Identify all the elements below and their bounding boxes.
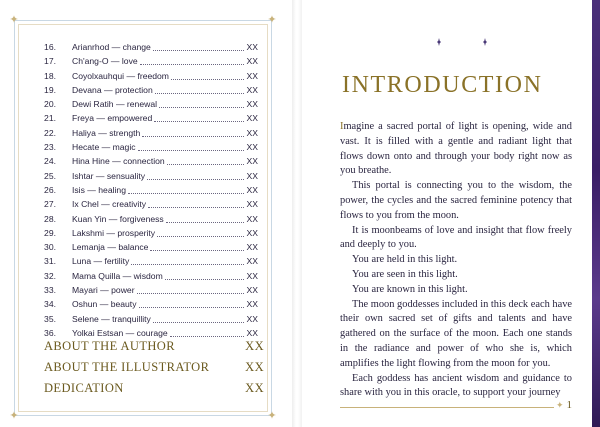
toc-section	[44, 336, 264, 357]
toc-entry-page: XX	[246, 142, 258, 153]
toc-dot-leader	[157, 236, 244, 237]
toc-section	[44, 378, 264, 399]
toc-entry-number: 35.	[44, 313, 56, 324]
toc-entry	[34, 126, 266, 140]
frame-corner-sparkle-icon: ✦	[9, 410, 19, 422]
toc-entry-number: 17.	[44, 56, 56, 67]
toc-entry-page: XX	[246, 42, 258, 52]
toc-entry	[34, 54, 266, 68]
toc-entry-number: 22.	[44, 127, 56, 138]
toc-entry-page: XX	[246, 70, 258, 81]
toc-dot-leader	[137, 293, 244, 294]
toc-entry-title: Hina Hine — connection	[72, 156, 165, 167]
introduction-paragraph: You are held in this light.	[352, 254, 458, 266]
introduction-paragraph: This portal is connecting you to the wisdom, the power, the cycles and the sacred feminine potency that flows to you from the moon.	[340, 180, 572, 221]
frame-corner-sparkle-icon: ✦	[267, 14, 277, 26]
toc-dot-leader	[138, 150, 244, 151]
toc-entry-number: 28.	[44, 213, 56, 224]
toc-entry-title: Luna — fertility	[72, 256, 130, 267]
toc-entry-page: XX	[246, 227, 258, 238]
toc-entry-title: Isis — healing	[72, 184, 126, 195]
toc-entry-page: XX	[246, 256, 258, 267]
toc-entry-title: Hecate — magic	[72, 142, 136, 153]
toc-entry	[34, 212, 266, 226]
frame-corner-sparkle-icon: ✦	[9, 14, 19, 26]
page-number-value: 1	[566, 399, 573, 411]
toc-dot-leader	[131, 264, 244, 265]
toc-entry-number: 26.	[44, 184, 56, 195]
toc-section-page: XX	[245, 381, 264, 395]
introduction-paragraph: The moon goddesses included in this deck each have their own sacred set of gifts and talents and have gathered on the surface of the moon. Each one stands in the radiance and power of who she is, which amplifies the light flowing from the moon for you.	[340, 298, 572, 369]
toc-dot-leader	[165, 279, 244, 280]
toc-entry	[34, 140, 266, 154]
toc-dot-leader	[139, 307, 244, 308]
toc-entry-number: 36.	[44, 327, 56, 338]
book-gutter	[292, 0, 302, 427]
toc-entry-number: 25.	[44, 170, 56, 181]
toc-entry-title: Arianrhod — change	[72, 42, 151, 52]
toc-entry-number: 23.	[44, 142, 56, 153]
toc-entry-title: Oshun — beauty	[72, 299, 137, 310]
toc-entry-page: XX	[246, 127, 258, 138]
toc-entry-title: Dewi Ratih — renewal	[72, 99, 158, 110]
toc-entry-page: XX	[246, 327, 258, 338]
paragraph-text: magine a sacred portal of light is opening, wide and vast. It is filled with a gentle and radiant light that flows down onto and through your body right now as you breathe.	[340, 121, 572, 177]
contents-list	[34, 40, 266, 340]
toc-entry-number: 27.	[44, 199, 56, 210]
toc-entry	[34, 283, 266, 297]
toc-entry-number: 21.	[44, 113, 56, 124]
introduction-heading: INTRODUCTION	[342, 72, 543, 98]
toc-entry	[34, 169, 266, 183]
toc-dot-leader	[154, 121, 244, 122]
toc-section-title: ABOUT THE AUTHOR	[44, 339, 175, 353]
toc-entry	[34, 297, 266, 311]
toc-dot-leader	[142, 136, 244, 137]
toc-entry-title: Coyolxauhqui — freedom	[72, 70, 169, 81]
toc-section-title: DEDICATION	[44, 381, 124, 395]
toc-entry-title: Lemanja — balance	[72, 242, 149, 253]
crescent-moon-with-sparkles-icon	[429, 30, 495, 54]
drop-cap: I	[340, 121, 344, 132]
toc-entry-number: 20.	[44, 99, 56, 110]
toc-entry-title: Ix Chel — creativity	[72, 199, 147, 210]
toc-dot-leader	[167, 164, 244, 165]
toc-entry-number: 32.	[44, 270, 56, 281]
toc-entry-number: 30.	[44, 242, 56, 253]
toc-entry-page: XX	[246, 56, 258, 67]
contents-sections	[44, 336, 264, 399]
toc-entry-page: XX	[246, 199, 258, 210]
toc-section	[44, 357, 264, 378]
toc-entry	[34, 40, 266, 54]
toc-dot-leader	[128, 193, 244, 194]
toc-entry-page: XX	[246, 313, 258, 324]
toc-entry-title: Mama Quilla — wisdom	[72, 270, 163, 281]
toc-entry-page: XX	[246, 285, 258, 296]
toc-entry-page: XX	[246, 299, 258, 310]
toc-entry-page: XX	[246, 99, 258, 110]
right-page-introduction	[302, 0, 592, 427]
toc-dot-leader	[148, 207, 244, 208]
toc-entry	[34, 111, 266, 125]
toc-entry	[34, 269, 266, 283]
toc-entry-number: 34.	[44, 299, 56, 310]
toc-entry-page: XX	[246, 170, 258, 181]
toc-entry-page: XX	[246, 184, 258, 195]
introduction-paragraph: You are seen in this light.	[352, 268, 458, 280]
left-page-contents	[0, 0, 292, 427]
toc-entry-number: 29.	[44, 227, 56, 238]
toc-entry	[34, 254, 266, 268]
toc-section-page: XX	[245, 360, 264, 374]
toc-dot-leader	[155, 93, 244, 94]
toc-entry-number: 33.	[44, 285, 56, 296]
toc-dot-leader	[159, 107, 244, 108]
toc-section-title: ABOUT THE ILLUSTRATOR	[44, 360, 210, 374]
toc-dot-leader	[153, 50, 244, 51]
toc-entry-title: Yolkai Estsan — courage	[72, 327, 168, 338]
introduction-paragraph	[340, 120, 572, 179]
introduction-body	[340, 120, 572, 401]
toc-entry	[34, 69, 266, 83]
toc-entry	[34, 97, 266, 111]
toc-dot-leader	[153, 322, 244, 323]
toc-dot-leader	[166, 222, 244, 223]
introduction-paragraph: You are known in this light.	[352, 283, 468, 295]
toc-entry-title: Selene — tranquillity	[72, 313, 151, 324]
toc-entry-page: XX	[246, 242, 258, 253]
toc-entry-page: XX	[246, 84, 258, 95]
toc-entry	[34, 197, 266, 211]
introduction-paragraph: It is moonbeams of love and insight that flow freely and deeply to you.	[340, 224, 572, 251]
toc-dot-leader	[147, 179, 244, 180]
toc-entry	[34, 83, 266, 97]
toc-entry	[34, 226, 266, 240]
toc-entry	[34, 240, 266, 254]
toc-entry-number: 19.	[44, 84, 56, 95]
toc-dot-leader	[171, 79, 244, 80]
toc-entry	[34, 183, 266, 197]
toc-entry-number: 16.	[44, 42, 56, 52]
toc-entry-page: XX	[246, 270, 258, 281]
introduction-paragraph: Each goddess has ancient wisdom and guidance to share with you in this oracle, to support your journey	[340, 372, 572, 399]
toc-entry-page: XX	[246, 156, 258, 167]
toc-entry-title: Ishtar — sensuality	[72, 170, 146, 181]
toc-entry-page: XX	[246, 213, 258, 224]
page-number	[556, 399, 588, 411]
toc-entry-page: XX	[246, 113, 258, 124]
toc-entry-title: Kuan Yin — forgiveness	[72, 213, 164, 224]
toc-entry-title: Haliya — strength	[72, 127, 141, 138]
footer-rule	[340, 407, 554, 408]
frame-corner-sparkle-icon: ✦	[267, 410, 277, 422]
toc-entry-title: Lakshmi — prosperity	[72, 227, 156, 238]
toc-dot-leader	[150, 250, 244, 251]
toc-entry-number: 18.	[44, 70, 56, 81]
toc-entry-title: Devana — protection	[72, 84, 153, 95]
toc-entry	[34, 312, 266, 326]
toc-entry-title: Mayari — power	[72, 285, 135, 296]
page-sparkle-icon: ✦	[556, 400, 564, 410]
toc-dot-leader	[140, 64, 244, 65]
toc-entry	[34, 154, 266, 168]
starry-edge-artwork	[592, 0, 600, 427]
toc-entry-title: Ch'ang-O — love	[72, 56, 138, 67]
toc-entry-number: 31.	[44, 256, 56, 267]
toc-entry-title: Freya — empowered	[72, 113, 153, 124]
toc-entry-number: 24.	[44, 156, 56, 167]
toc-section-page: XX	[245, 339, 264, 353]
